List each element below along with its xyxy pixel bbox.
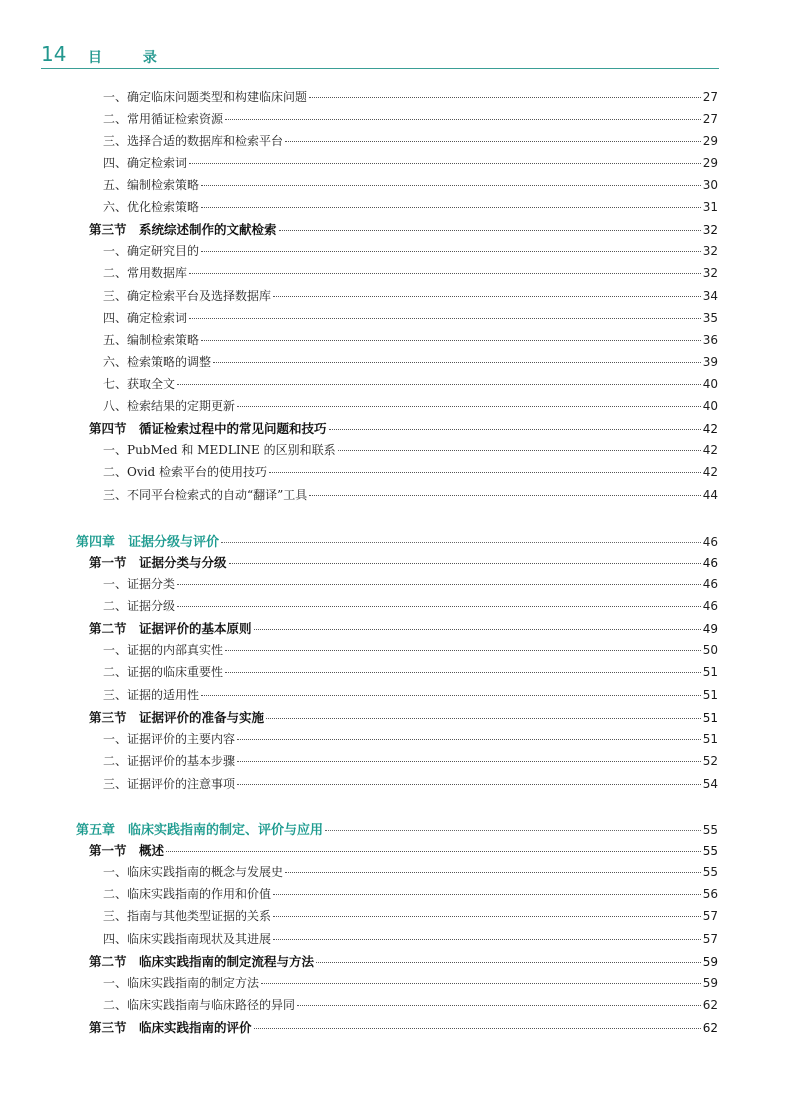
toc-section-title: 第一节 证据分类与分级 (89, 555, 227, 570)
leader-dots (325, 830, 701, 831)
toc-section[interactable] (89, 419, 718, 439)
leader-dots (201, 251, 701, 252)
toc-entry[interactable] (103, 353, 718, 373)
leader-dots (273, 894, 701, 895)
toc-entry-page: 42 (702, 422, 718, 436)
toc-entry[interactable] (103, 907, 718, 927)
leader-dots (338, 450, 701, 451)
toc-entry-page: 54 (702, 777, 718, 791)
toc-section-title: 第三节 临床实践指南的评价 (89, 1020, 252, 1035)
toc-entry-page: 59 (702, 976, 718, 990)
toc-entry[interactable] (103, 331, 718, 351)
toc-section[interactable] (89, 619, 718, 639)
toc-entry-page: 62 (702, 998, 718, 1012)
toc-entry-page: 31 (702, 200, 718, 214)
toc-entry[interactable] (103, 264, 718, 284)
toc-entry-page: 44 (702, 488, 718, 502)
toc-entry-page: 30 (702, 178, 718, 192)
toc-entry-title: 三、证据评价的注意事项 (103, 777, 236, 791)
page-number: 14 (41, 42, 67, 66)
toc-entry[interactable] (103, 198, 718, 218)
leader-dots (309, 495, 700, 496)
page-header (41, 40, 719, 69)
leader-dots (189, 163, 701, 164)
toc-entry-page: 52 (702, 754, 718, 768)
toc-entry-title: 五、编制检索策略 (103, 178, 200, 192)
leader-dots (166, 851, 701, 852)
toc-entry-title: 二、证据评价的基本步骤 (103, 754, 236, 768)
toc-entry[interactable] (103, 242, 718, 262)
toc-entry-page: 34 (702, 289, 718, 303)
toc-entry-page: 57 (702, 932, 718, 946)
toc-section-title: 第二节 证据评价的基本原则 (89, 621, 252, 636)
toc-entry-page: 32 (702, 266, 718, 280)
leader-dots (213, 362, 701, 363)
leader-dots (273, 916, 701, 917)
toc-entry[interactable] (103, 176, 718, 196)
toc-entry-title: 二、临床实践指南的作用和价值 (103, 887, 272, 901)
toc-entry-page: 29 (702, 156, 718, 170)
toc-entry[interactable] (103, 397, 718, 417)
leader-dots (329, 429, 701, 430)
toc-section[interactable] (89, 708, 718, 728)
leader-dots (254, 629, 701, 630)
leader-dots (229, 563, 701, 564)
toc-entry-title: 六、检索策略的调整 (103, 355, 212, 369)
toc-entry-page: 51 (702, 732, 718, 746)
leader-dots (273, 296, 701, 297)
toc-entry-page: 55 (702, 865, 718, 879)
toc-entry[interactable] (103, 309, 718, 329)
toc-section[interactable] (89, 220, 718, 240)
toc-entry-page: 62 (702, 1021, 718, 1035)
leader-dots (266, 718, 701, 719)
toc-entry-title: 一、证据评价的主要内容 (103, 732, 236, 746)
leader-dots (237, 784, 701, 785)
toc-entry-page: 56 (702, 887, 718, 901)
toc-entry[interactable] (103, 641, 718, 661)
leader-dots (201, 340, 701, 341)
toc-entry[interactable] (103, 597, 718, 617)
toc-entry-page: 46 (702, 535, 718, 549)
toc-section[interactable] (89, 1018, 718, 1038)
leader-dots (309, 97, 701, 98)
toc-entry[interactable] (103, 974, 718, 994)
toc-section-title: 第一节 概述 (89, 843, 165, 858)
leader-dots (225, 650, 701, 651)
leader-dots (201, 207, 701, 208)
toc-section-title: 第二节 临床实践指南的制定流程与方法 (89, 954, 315, 969)
toc-chapter-title: 第四章 证据分级与评价 (76, 535, 220, 550)
toc-entry-title: 一、确定研究目的 (103, 244, 200, 258)
toc-entry-page: 55 (702, 823, 718, 837)
toc-entry[interactable] (103, 686, 718, 706)
header-title: 目 录 (88, 50, 175, 66)
toc-entry[interactable] (103, 996, 718, 1016)
toc-entry-title: 一、临床实践指南的制定方法 (103, 976, 260, 990)
toc-entry-title: 三、证据的适用性 (103, 688, 200, 702)
toc-entry[interactable] (103, 132, 718, 152)
leader-dots (177, 584, 701, 585)
leader-dots (273, 939, 701, 940)
toc-section[interactable] (89, 553, 718, 573)
toc-entry-page: 39 (702, 355, 718, 369)
toc-entry-title: 四、临床实践指南现状及其进展 (103, 932, 272, 946)
toc-entry[interactable] (103, 752, 718, 772)
leader-dots (261, 983, 701, 984)
toc-entry-page: 36 (702, 333, 718, 347)
toc-entry[interactable] (103, 663, 718, 683)
toc-entry[interactable] (103, 885, 718, 905)
toc-entry-title: 二、常用循证检索资源 (103, 112, 224, 126)
leader-dots (279, 230, 701, 231)
toc-entry[interactable] (103, 287, 718, 307)
leader-dots (221, 542, 701, 543)
toc-entry-page: 46 (702, 599, 718, 613)
leader-dots (177, 606, 701, 607)
leader-dots (269, 472, 701, 473)
leader-dots (225, 672, 701, 673)
leader-dots (225, 119, 701, 120)
leader-dots (297, 1005, 701, 1006)
leader-dots (316, 962, 701, 963)
toc-entry-title: 五、编制检索策略 (103, 333, 200, 347)
toc-entry[interactable] (103, 486, 718, 506)
toc-entry-page: 51 (702, 711, 718, 725)
toc-chapter[interactable] (76, 531, 718, 551)
leader-dots (285, 872, 701, 873)
toc-entry[interactable] (103, 441, 718, 461)
toc-entry-page: 32 (702, 244, 718, 258)
toc-entry-page: 49 (702, 622, 718, 636)
toc-chapter[interactable] (76, 819, 718, 839)
toc-entry-title: 三、选择合适的数据库和检索平台 (103, 134, 284, 148)
toc-entry[interactable] (103, 375, 718, 395)
leader-dots (285, 141, 701, 142)
leader-dots (201, 185, 701, 186)
toc-entry-page: 32 (702, 223, 718, 237)
toc-chapter-title: 第五章 临床实践指南的制定、评价与应用 (76, 823, 324, 838)
leader-dots (254, 1028, 701, 1029)
toc-entry-page: 27 (702, 112, 718, 126)
toc-entry-page: 27 (702, 90, 718, 104)
toc-entry-title: 三、指南与其他类型证据的关系 (103, 909, 272, 923)
toc-section-title: 第三节 证据评价的准备与实施 (89, 710, 265, 725)
toc-entry-page: 40 (702, 399, 718, 413)
leader-dots (237, 761, 701, 762)
toc-entry-title: 七、获取全文 (103, 377, 176, 391)
toc-entry-title: 一、临床实践指南的概念与发展史 (103, 865, 284, 879)
toc-entry[interactable] (103, 463, 718, 483)
toc-entry-title: 二、证据的临床重要性 (103, 665, 224, 679)
toc-entry-title: 二、Ovid 检索平台的使用技巧 (103, 465, 267, 479)
toc-entry-page: 35 (702, 311, 718, 325)
toc-entry-page: 59 (702, 955, 718, 969)
toc-section-title: 第四节 循证检索过程中的常见问题和技巧 (89, 421, 327, 436)
toc-entry[interactable] (103, 88, 718, 108)
toc-entry[interactable] (103, 110, 718, 130)
toc-entry-page: 42 (702, 443, 718, 457)
leader-dots (189, 318, 701, 319)
toc-entry-page: 50 (702, 643, 718, 657)
toc-entry[interactable] (103, 575, 718, 595)
toc-entry-page: 51 (702, 665, 718, 679)
toc-section-title: 第三节 系统综述制作的文献检索 (89, 222, 277, 237)
toc-entry-title: 二、常用数据库 (103, 266, 188, 280)
toc-entry-title: 一、确定临床问题类型和构建临床问题 (103, 90, 308, 104)
leader-dots (237, 739, 701, 740)
leader-dots (201, 695, 701, 696)
toc-entry-title: 一、证据分类 (103, 577, 176, 591)
toc-entry-title: 四、确定检索词 (103, 156, 188, 170)
toc-entry-page: 42 (702, 465, 718, 479)
toc-entry[interactable] (103, 863, 718, 883)
toc-entry-page: 40 (702, 377, 718, 391)
toc-entry-page: 29 (702, 134, 718, 148)
toc-entry-title: 三、确定检索平台及选择数据库 (103, 289, 272, 303)
toc-entry-title: 一、PubMed 和 MEDLINE 的区别和联系 (103, 443, 336, 457)
toc-entry[interactable] (103, 930, 718, 950)
toc-entry-title: 四、确定检索词 (103, 311, 188, 325)
toc-entry-page: 55 (702, 844, 718, 858)
toc-entry-page: 51 (702, 688, 718, 702)
toc-entry[interactable] (103, 775, 718, 795)
leader-dots (177, 384, 701, 385)
toc-entry-title: 八、检索结果的定期更新 (103, 399, 236, 413)
toc-entry-page: 46 (702, 577, 718, 591)
toc-entry-page: 57 (702, 909, 718, 923)
toc-entry-title: 二、证据分级 (103, 599, 176, 613)
toc-entry-page: 46 (702, 556, 718, 570)
toc-entry-title: 三、不同平台检索式的自动“翻译”工具 (103, 488, 308, 502)
toc-entry[interactable] (103, 154, 718, 174)
toc-entry-title: 二、临床实践指南与临床路径的异同 (103, 998, 296, 1012)
toc-entry-title: 一、证据的内部真实性 (103, 643, 224, 657)
toc-entry-title: 六、优化检索策略 (103, 200, 200, 214)
leader-dots (189, 273, 701, 274)
leader-dots (237, 406, 701, 407)
toc-section[interactable] (89, 952, 718, 972)
toc-entry[interactable] (103, 730, 718, 750)
toc-section[interactable] (89, 841, 718, 861)
